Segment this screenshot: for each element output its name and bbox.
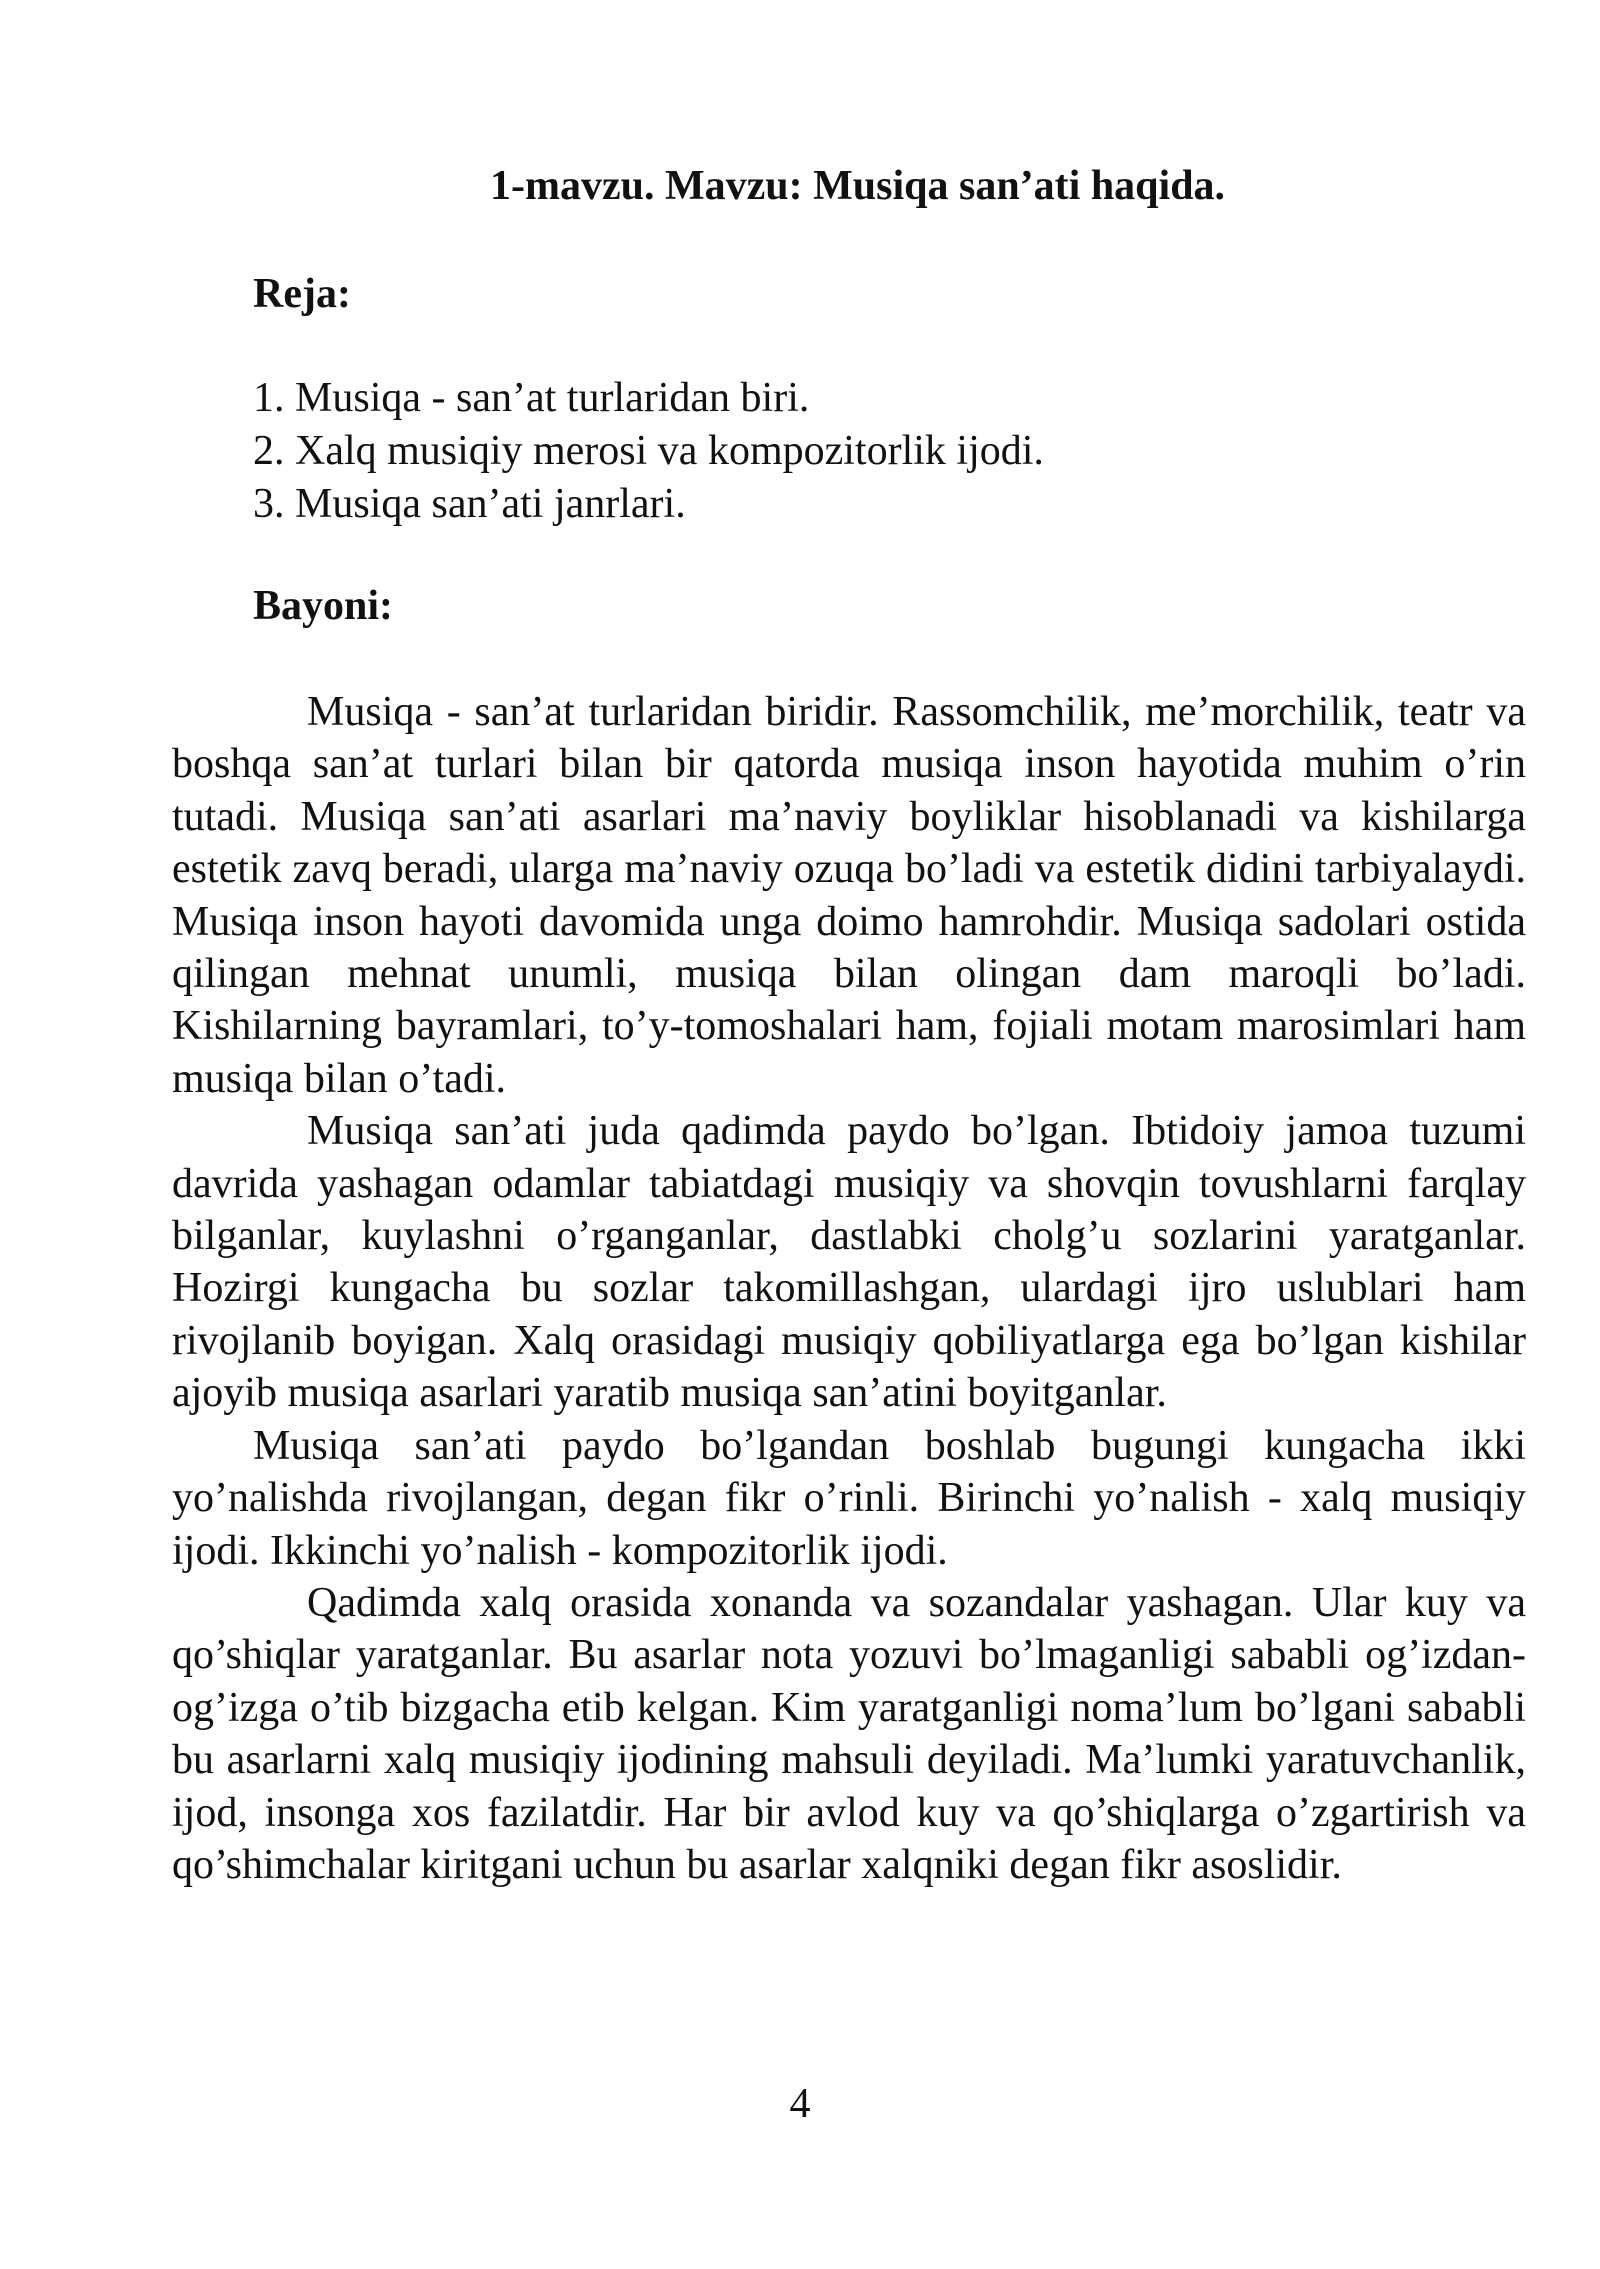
page-title: 1-mavzu. Mavzu: Musiqa san’ati haqida.	[490, 163, 1226, 209]
plan-heading: Reja:	[253, 271, 351, 317]
paragraph: Musiqa - san’at turlaridan biridir. Rassomchilik, me’morchilik, teatr va boshqa san’at turlari bilan bir qatorda musiqa inson hayotida muhim o’rin tutadi. Musiqa san’ati asarlari ma’naviy boyliklar hisoblanadi va kishilarga estetik zavq beradi, ularga ma’naviy ozuqa bo’ladi va estetik didini tarbiyalaydi. Musiqa inson hayoti davomida unga doimo hamrohdir. Musiqa sadolari ostida qilingan mehnat unumli, musiqa bilan olingan dam maroqli bo’ladi. Kishilarning bayramlari, to’y-tomoshalari ham, fojiali motam marosimlari ham musiqa bilan o’tadi.	[172, 689, 1526, 1102]
plan-item: 2. Xalq musiqiy merosi va kompozitorlik ijodi.	[253, 428, 1044, 474]
plan-item: 3. Musiqa san’ati janrlari.	[253, 481, 686, 527]
body-heading: Bayoni:	[253, 583, 394, 629]
paragraph: Musiqa san’ati juda qadimda paydo bo’lgan. Ibtidoiy jamoa tuzumi davrida yashagan odamlar tabiatdagi musiqiy va shovqin tovushlarni farqlay bilganlar, kuylashni o’rganganlar, dastlabki cholg’u sozlarini yaratganlar. Hozirgi kungacha bu sozlar takomillashgan, ulardagi ijro uslublari ham rivojlanib boyigan. Xalq orasidagi musiqiy qobiliyatlarga ega bo’lgan kishilar ajoyib musiqa asarlari yaratib musiqa san’atini boyitganlar.	[172, 1108, 1526, 1417]
paragraph: Qadimda xalq orasida xonanda va sozandalar yashagan. Ular kuy va qo’shiqlar yaratganlar. Bu asarlar nota yozuvi bo’lmaganligi sababli og’izdan-og’izga o’tib bizgacha etib kelgan. Kim yaratganligi noma’lum bo’lgani sababli bu asarlarni xalq musiqiy ijodining mahsuli deyiladi. Ma’lumki yaratuvchanlik, ijod, insonga xos fazilatdir. Har bir avlod kuy va qo’shiqlarga o’zgartirish va qo’shimchalar kiritgani uchun bu asarlar xalqniki degan fikr asoslidir.	[172, 1579, 1526, 1888]
plan-item: 1. Musiqa - san’at turlaridan biri.	[253, 375, 810, 421]
page-number: 4	[789, 2081, 811, 2127]
body-text	[172, 686, 1526, 1891]
paragraph: Musiqa san’ati paydo bo’lgandan boshlab bugungi kungacha ikki yo’nalishda rivojlangan, degan fikr o’rinli. Birinchi yo’nalish - xalq musiqiy ijodi. Ikkinchi yo’nalish - kompozitorlik ijodi.	[172, 1422, 1526, 1574]
plan-list	[253, 372, 1044, 531]
